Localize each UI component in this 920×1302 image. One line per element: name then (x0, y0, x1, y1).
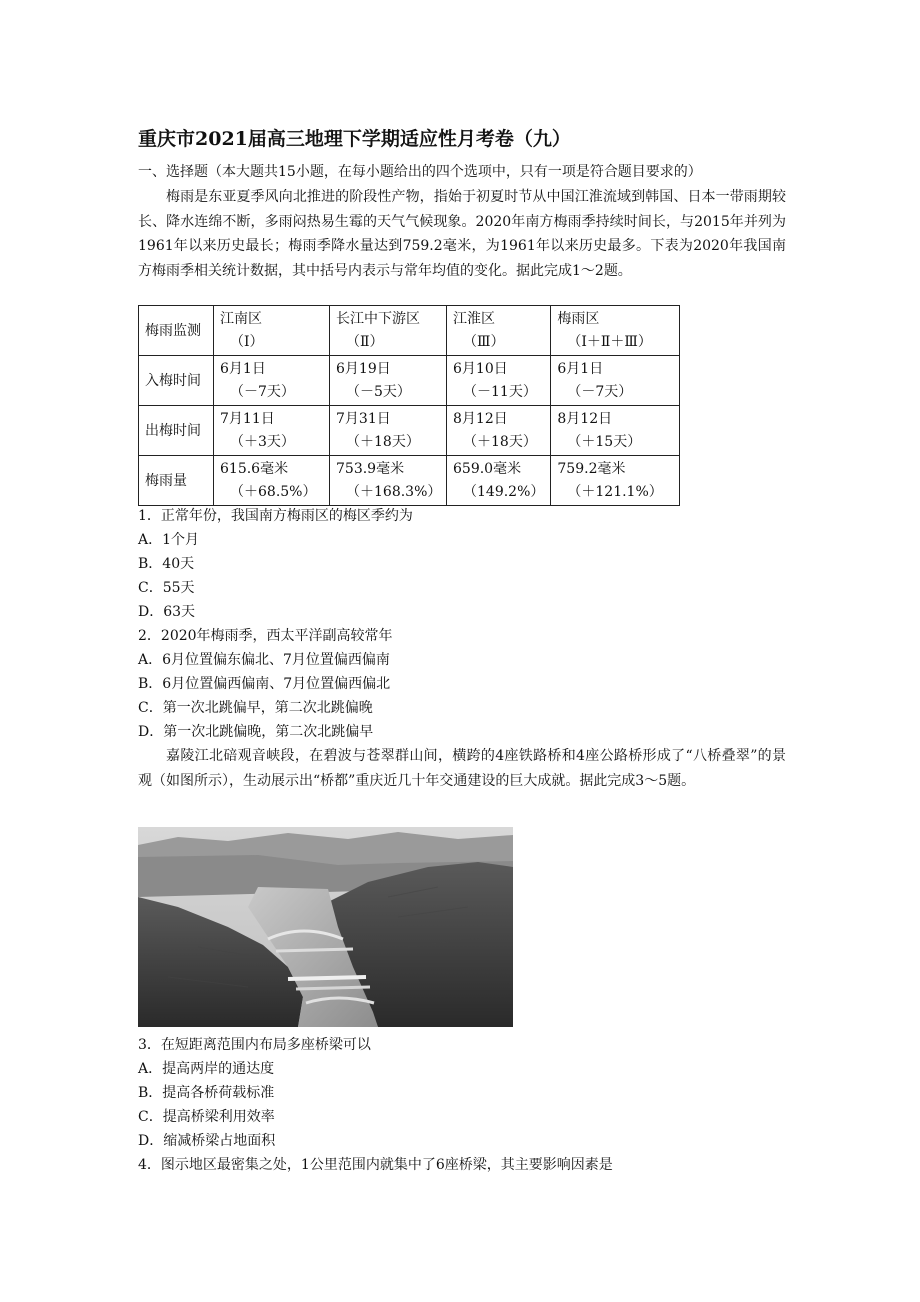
table-cell: 7月31日 （＋18天） (330, 406, 447, 456)
bridges-photo (138, 827, 513, 1027)
table-cell: 753.9毫米 （＋168.3%） (330, 456, 447, 506)
question-1-option-c: C．55天 (138, 580, 195, 596)
table-row (139, 306, 680, 356)
question-2-option-c: C．第一次北跳偏早，第二次北跳偏晚 (138, 700, 373, 716)
table-header-cell: 梅雨区 （Ⅰ＋Ⅱ＋Ⅲ） (551, 306, 680, 356)
section-heading: 一、选择题（本大题共15小题，在每小题给出的四个选项中，只有一项是符合题目要求的） (138, 164, 702, 180)
table-header-cell: 长江中下游区 （Ⅱ） (330, 306, 447, 356)
question-1-option-a: A．1个月 (138, 532, 200, 548)
question-3-option-c: C．提高桥梁利用效率 (138, 1109, 275, 1125)
table-cell: 6月10日 （－11天） (447, 356, 551, 406)
table-row (139, 356, 680, 406)
table-row (139, 456, 680, 506)
question-2-stem: 2．2020年梅雨季，西太平洋副高较常年 (138, 628, 393, 644)
question-2-option-d: D．第一次北跳偏晚，第二次北跳偏早 (138, 724, 374, 740)
question-2-option-a: A．6月位置偏东偏北、7月位置偏西偏南 (138, 652, 390, 668)
question-3-option-a: A．提高两岸的通达度 (138, 1061, 275, 1077)
table-header-cell: 江南区 （Ⅰ） (214, 306, 330, 356)
question-1-option-b: B．40天 (138, 556, 195, 572)
table-header-label: 梅雨监测 (139, 306, 214, 356)
question-4-stem: 4．图示地区最密集之处，1公里范围内就集中了6座桥梁，其主要影响因素是 (138, 1157, 613, 1173)
question-3-stem: 3．在短距离范围内布局多座桥梁可以 (138, 1037, 371, 1053)
intro-paragraph-1: 梅雨是东亚夏季风向北推进的阶段性产物，指始于初夏时节从中国江淮流域到韩国、日本一带雨期较长、降水连绵不断，多雨闷热易生霉的天气气候现象。2020年南方梅雨季持续时间长，与2015年并列为1961年以来历史最长；梅雨季降水量达到759.2毫米，为1961年以来历史最多。下表为2020年我国南方梅雨季相关统计数据，其中括号内表示与常年均值的变化。据此完成1～2题。 (138, 189, 786, 279)
bridges-photo-image (138, 827, 513, 1027)
row-label: 梅雨量 (139, 456, 214, 506)
table-cell: 6月19日 （－5天） (330, 356, 447, 406)
question-1-option-d: D．63天 (138, 604, 196, 620)
table-cell: 6月1日 （－7天） (214, 356, 330, 406)
table-cell: 659.0毫米 （149.2%） (447, 456, 551, 506)
table-cell: 6月1日 （－7天） (551, 356, 680, 406)
question-3-option-b: B．提高各桥荷载标准 (138, 1085, 275, 1101)
intro-paragraph-2: 嘉陵江北碚观音峡段，在碧波与苍翠群山间，横跨的4座铁路桥和4座公路桥形成了“八桥叠翠”的景观（如图所示），生动展示出“桥都”重庆近几十年交通建设的巨大成就。据此完成3～5题。 (138, 748, 786, 789)
question-3-option-d: D．缩减桥梁占地面积 (138, 1133, 276, 1149)
row-label: 出梅时间 (139, 406, 214, 456)
table-row (139, 406, 680, 456)
page-title: 重庆市2021届高三地理下学期适应性月考卷（九） (138, 128, 571, 150)
rain-table (138, 305, 680, 506)
table-header-cell: 江淮区 （Ⅲ） (447, 306, 551, 356)
question-1-stem: 1．正常年份，我国南方梅雨区的梅区季约为 (138, 508, 413, 524)
row-label: 入梅时间 (139, 356, 214, 406)
table-cell: 8月12日 （＋15天） (551, 406, 680, 456)
table-cell: 7月11日 （＋3天） (214, 406, 330, 456)
table-cell: 759.2毫米 （＋121.1%） (551, 456, 680, 506)
table-cell: 8月12日 （＋18天） (447, 406, 551, 456)
table-cell: 615.6毫米 （＋68.5%） (214, 456, 330, 506)
question-2-option-b: B．6月位置偏西偏南、7月位置偏西偏北 (138, 676, 391, 692)
